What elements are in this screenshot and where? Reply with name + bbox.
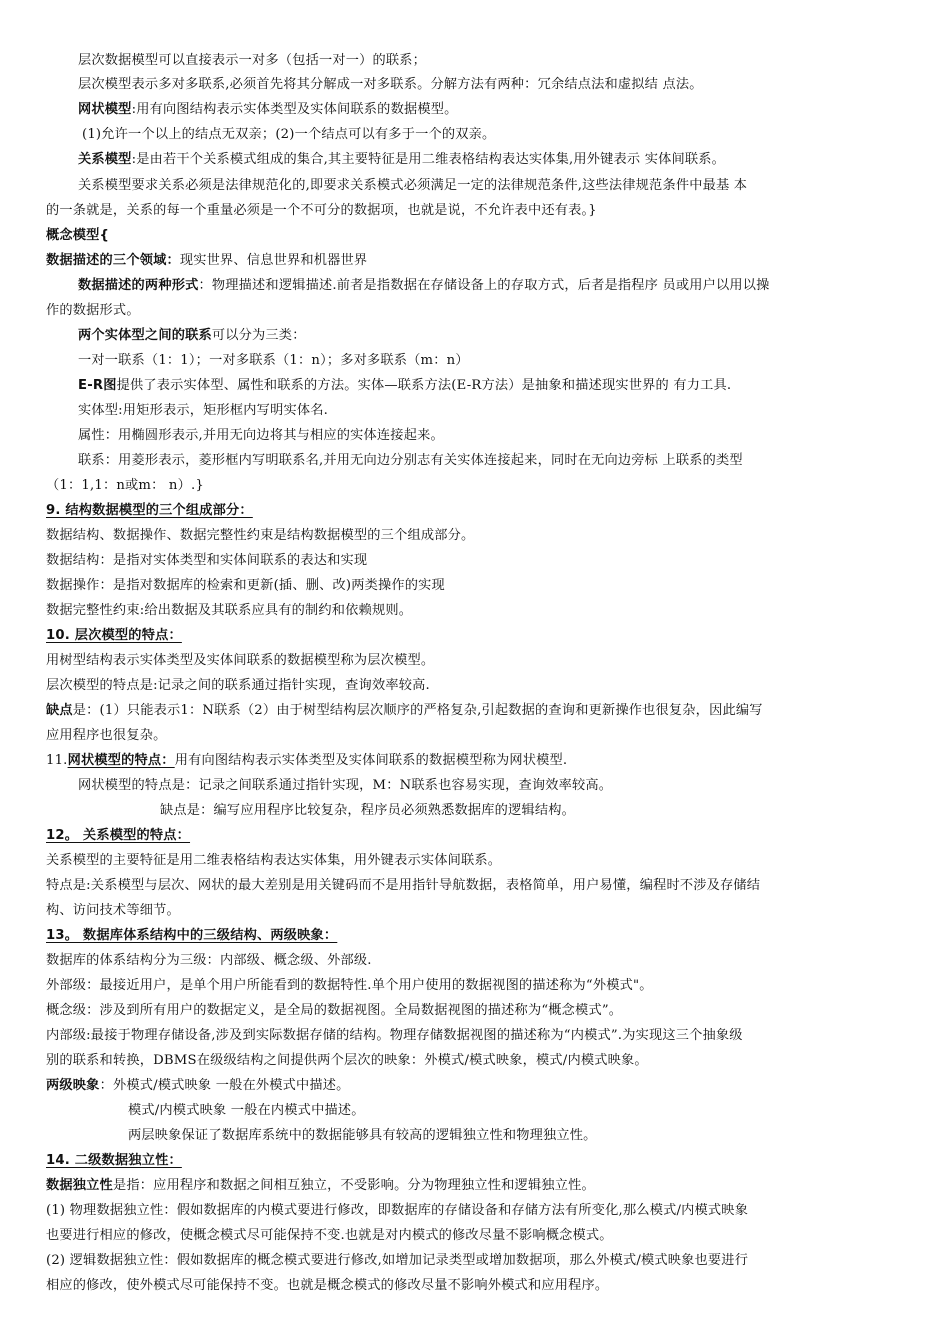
text: 概念级：涉及到所有用户的数据定义，是全局的数据视图。全局数据视图的描述称为“概念模式”。	[46, 1003, 623, 1018]
text: 数据结构：是指对实体类型和实体间联系的表达和实现	[46, 553, 368, 568]
paragraph-line	[46, 527, 474, 545]
term-bold: 概念模型{	[46, 228, 110, 243]
section-heading	[46, 752, 567, 770]
paragraph-line	[46, 902, 180, 920]
paragraph-line	[46, 1202, 748, 1220]
paragraph-line	[46, 302, 140, 320]
text: 数据库的体系结构分为三级：内部级、概念级、外部级.	[46, 953, 372, 968]
text: 层次模型的特点是:记录之间的联系通过指针实现，查询效率较高.	[46, 678, 430, 693]
paragraph-line	[78, 151, 725, 169]
heading-number: 11.	[46, 753, 68, 768]
text: 现实世界、信息世界和机器世界	[179, 253, 368, 268]
paragraph-line	[46, 1077, 350, 1095]
text: 缺点是：编写应用程序比较复杂，程序员必须熟悉数据库的逻辑结构。	[160, 803, 576, 818]
paragraph-line	[46, 677, 430, 695]
text: 内部级:最接于物理存储设备,涉及到实际数据存储的结构。物理存储数据视图的描述称为“内模式”.为实现这三个抽象级	[46, 1028, 743, 1043]
term-bold: 网状模型	[78, 102, 132, 117]
heading-text: 14. 二级数据独立性：	[46, 1153, 182, 1168]
paragraph-line	[78, 377, 731, 395]
text: 外部级：最接近用户，是单个用户所能看到的数据特性.单个用户使用的数据视图的描述称为“外模式"。	[46, 978, 653, 993]
text: 构、访问技术等细节。	[46, 903, 180, 918]
term-bold: 两个实体型之间的联系	[78, 328, 212, 343]
text: 用有向图结构表示实体类型及实体间联系的数据模型称为网状模型.	[174, 753, 568, 768]
section-heading	[46, 227, 109, 245]
paragraph-line	[82, 126, 495, 144]
term-bold: 数据描述的三个领域：	[46, 253, 180, 268]
paragraph-line	[46, 202, 597, 220]
section-heading	[46, 827, 190, 845]
text: 是：(1）只能表示1：N联系（2）由于树型结构层次顺序的严格复杂,引起数据的查询和更新操作也很复杂，因此编写	[72, 703, 763, 718]
paragraph-line	[46, 852, 501, 870]
section-heading	[46, 1152, 182, 1170]
text: ：外模式/模式映象 一般在外模式中描述。	[99, 1078, 350, 1093]
paragraph-line	[46, 1277, 608, 1295]
paragraph-line	[128, 1102, 365, 1120]
text: 模式/内模式映象 一般在内模式中描述。	[128, 1103, 365, 1118]
paragraph-line	[78, 277, 770, 295]
paragraph-line	[46, 552, 367, 570]
paragraph-line	[78, 452, 743, 470]
text: 的一条就是，关系的每一个重量必须是一个不可分的数据项，也就是说，不允许表中还有表。}	[46, 203, 597, 218]
paragraph-line	[46, 477, 204, 495]
paragraph-line	[78, 76, 703, 94]
paragraph-line	[78, 352, 469, 370]
section-heading	[46, 502, 253, 520]
heading-text: 13。 数据库体系结构中的三级结构、两级映象：	[46, 928, 338, 943]
heading-text: 10. 层次模型的特点：	[46, 628, 182, 643]
text: 层次数据模型可以直接表示一对多（包括一对一）的联系；	[78, 53, 427, 68]
text: :用有向图结构表示实体类型及实体间联系的数据模型。	[131, 102, 458, 117]
heading-text: 9. 结构数据模型的三个组成部分：	[46, 503, 253, 518]
text: (1)允许一个以上的结点无双亲；(2)一个结点可以有多于一个的双亲。	[82, 127, 496, 142]
paragraph-line	[46, 1177, 595, 1195]
heading-text: 12。 关系模型的特点：	[46, 828, 191, 843]
text: 两层映象保证了数据库系统中的数据能够具有较高的逻辑独立性和物理独立性。	[128, 1128, 597, 1143]
text: 实体型:用矩形表示，矩形框内写明实体名.	[78, 403, 329, 418]
paragraph-line	[160, 802, 575, 820]
text: 应用程序也很复杂。	[46, 728, 167, 743]
text: 特点是:关系模型与层次、网状的最大差别是用关键码而不是用指针导航数据，表格简单，用户易懂，编程时不涉及存储结	[46, 878, 761, 893]
text: 一对一联系（1：1）；一对多联系（1：n）；多对多联系（m：n）	[78, 353, 469, 368]
paragraph-line	[78, 402, 328, 420]
paragraph-line	[78, 777, 612, 795]
term-bold: 数据独立性	[46, 1178, 113, 1193]
paragraph-line	[46, 1002, 622, 1020]
text: 提供了表示实体型、属性和联系的方法。实体—联系方法(E-R方法）是抽象和描述现实世界的 有力工具.	[116, 378, 732, 393]
text: 用树型结构表示实体类型及实体间联系的数据模型称为层次模型。	[46, 653, 435, 668]
paragraph-line	[46, 702, 763, 720]
text: (2) 逻辑数据独立性：假如数据库的概念模式要进行修改,如增加记录类型或增加数据项，那么外模式/模式映象也要进行	[46, 1253, 749, 1268]
paragraph-line	[128, 1127, 597, 1145]
paragraph-line	[46, 577, 445, 595]
text: 作的数据形式。	[46, 303, 140, 318]
text: 数据完整性约束:给出数据及其联系应具有的制约和依赖规则。	[46, 603, 413, 618]
paragraph-line	[46, 977, 653, 995]
text: 是指：应用程序和数据之间相互独立，不受影响。分为物理独立性和逻辑独立性。	[112, 1178, 595, 1193]
text: （1：1,1：n或m： n）.}	[46, 478, 204, 493]
text: 网状模型的特点是：记录之间联系通过指针实现，M：N联系也容易实现，查询效率较高。	[78, 778, 613, 793]
paragraph-line	[78, 101, 458, 119]
term-bold: E-R图	[78, 378, 117, 393]
paragraph-line	[46, 1027, 743, 1045]
term-bold: 数据描述的两种形式	[78, 278, 199, 293]
paragraph-line	[78, 177, 747, 195]
paragraph-line	[46, 1227, 613, 1245]
paragraph-line	[46, 877, 760, 895]
paragraph-line	[46, 252, 367, 270]
paragraph-line	[46, 727, 167, 745]
text: 关系模型要求关系必须是法律规范化的,即要求关系模式必须满足一定的法律规范条件,这些法律规范条件中最基 本	[78, 178, 748, 193]
text: :是由若干个关系模式组成的集合,其主要特征是用二维表格结构表达实体集,用外键表示 实体间联系。	[131, 152, 726, 167]
text: 也要进行相应的修改，使概念模式尽可能保持不变.也就是对内模式的修改尽量不影响概念模式。	[46, 1228, 613, 1243]
text: 数据结构、数据操作、数据完整性约束是结构数据模型的三个组成部分。	[46, 528, 475, 543]
paragraph-line	[46, 602, 412, 620]
paragraph-line	[78, 427, 444, 445]
text: ：物理描述和逻辑描述.前者是指数据在存储设备上的存取方式，后者是指程序 员或用户以用以操	[198, 278, 770, 293]
heading-text: 网状模型的特点：	[67, 753, 175, 768]
text: 属性：用椭圆形表示,并用无向边将其与相应的实体连接起来。	[78, 428, 444, 443]
section-heading	[46, 627, 182, 645]
text: 层次模型表示多对多联系,必须首先将其分解成一对多联系。分解方法有两种：冗余结点法和虚拟结 点法。	[78, 77, 703, 92]
section-heading	[46, 927, 337, 945]
paragraph-line	[46, 1052, 648, 1070]
text: 相应的修改，使外模式尽可能保持不变。也就是概念模式的修改尽量不影响外模式和应用程序。	[46, 1278, 609, 1293]
paragraph-line	[78, 327, 306, 345]
term-bold: 关系模型	[78, 152, 132, 167]
term-bold: 缺点	[46, 703, 73, 718]
text: 可以分为三类：	[211, 328, 306, 343]
paragraph-line	[78, 52, 426, 70]
text: 别的联系和转换，DBMS在级级结构之间提供两个层次的映象：外模式/模式映象，模式/内模式映象。	[46, 1053, 648, 1068]
term-bold: 两级映象	[46, 1078, 100, 1093]
text: 关系模型的主要特征是用二维表格结构表达实体集，用外键表示实体间联系。	[46, 853, 502, 868]
text: 联系：用菱形表示，菱形框内写明联系名,并用无向边分别志有关实体连接起来，同时在无向边旁标 上联系的类型	[78, 453, 743, 468]
paragraph-line	[46, 952, 372, 970]
paragraph-line	[46, 1252, 748, 1270]
text: 数据操作：是指对数据库的检索和更新(插、删、改)两类操作的实现	[46, 578, 445, 593]
paragraph-line	[46, 652, 434, 670]
text: (1) 物理数据独立性：假如数据库的内模式要进行修改，即数据库的存储设备和存储方法有所变化,那么模式/内模式映象	[46, 1203, 749, 1218]
